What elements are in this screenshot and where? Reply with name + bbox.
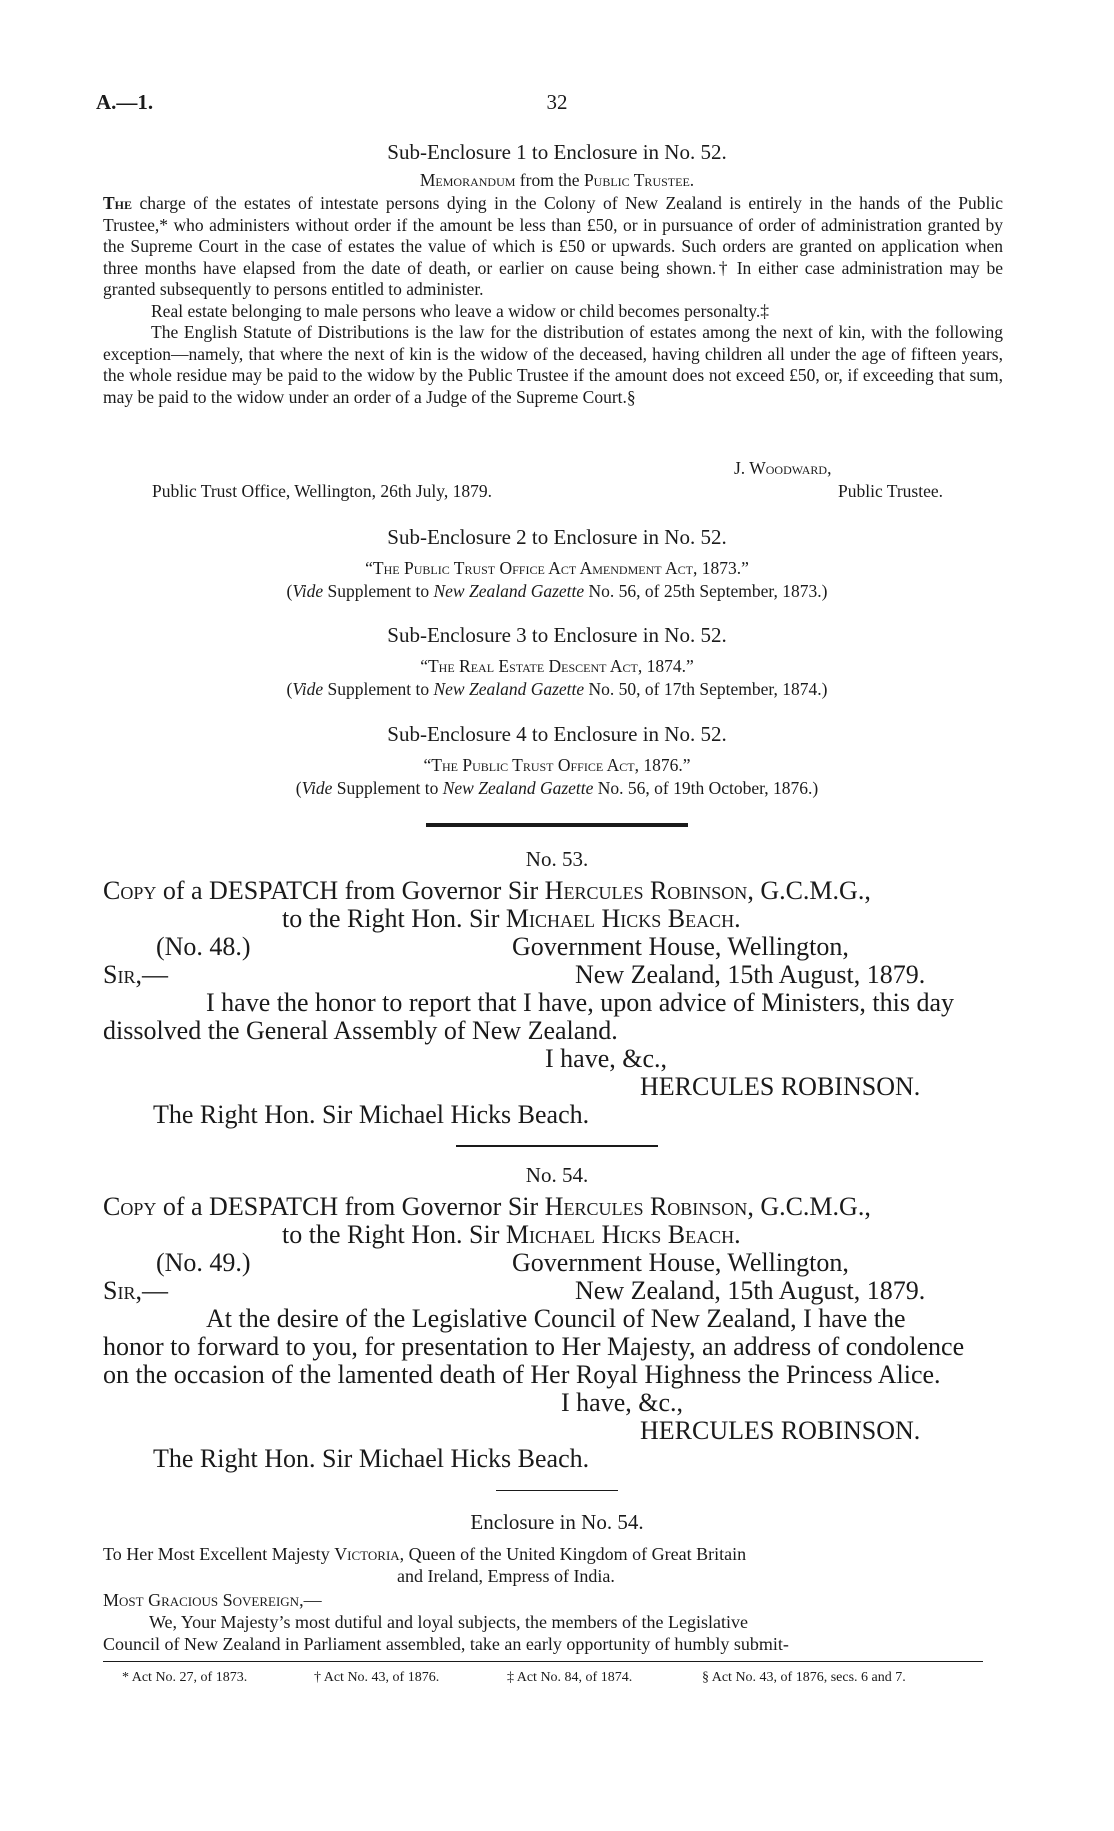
paren: ( [295,778,302,798]
footnote-1: * Act No. 27, of 1873. [122,1670,248,1685]
addressee-name: Michael Hicks Beach. [505,1220,741,1249]
to-line-text: to the Right Hon. Sir [282,904,506,933]
sub3-heading: Sub-Enclosure 3 to Enclosure in No. 52. [387,623,727,647]
sub1-subheading [0,170,1114,192]
no53-salutation: Sir,— [103,960,168,989]
gazette-title: New Zealand Gazette [433,679,585,699]
no54-copy-line [103,1192,871,1222]
no54-addressee: The Right Hon. Sir Michael Hicks Beach. [153,1444,590,1473]
governor-name: Hercules Robinson [544,876,748,905]
gazette-title: New Zealand Gazette [442,778,594,798]
enclosure54-heading: Enclosure in No. 54. [470,1510,644,1534]
enclosure54-body-line2: Council of New Zealand in Parliament assembled, take an early opportunity of humbly submit- [103,1634,789,1654]
no54-address-line1: Government House, Wellington, [512,1248,849,1277]
honours: , G.C.M.G., [747,1192,871,1221]
no53-copy-line [103,876,871,906]
ref-text: Supplement to [332,778,443,798]
sub1-place-date: Public Trust Office, Wellington, 26th July, 1879. [152,481,493,501]
ref-text: Supplement to [323,679,434,699]
monarch-name: Victoria, [334,1544,405,1564]
to-text: Queen of the United Kingdom of Great Britain [404,1544,747,1564]
ref-text: Supplement to [323,581,434,601]
section-divider [496,1490,618,1491]
no53-address-line1: Government House, Wellington, [512,932,849,961]
to-text: To Her Most Excellent Majesty [103,1544,335,1564]
sub2-heading: Sub-Enclosure 2 to Enclosure in No. 52. [387,525,727,549]
no54-body-line3: on the occasion of the lamented death of Her Royal Highness the Princess Alice. [103,1360,941,1389]
paren: ( [286,679,293,699]
sub3-act: “The Real Estate Descent Act, 1874.” [420,656,694,676]
vide-word: Vide [292,581,324,601]
governor-name: Hercules Robinson [544,1192,748,1221]
paper-number: A.—1. [96,90,154,114]
enclosure54-salutation: Most Gracious Sovereign,— [103,1590,322,1610]
honours: , G.C.M.G., [747,876,871,905]
no54-to-line [282,1220,741,1250]
page-number: 32 [546,90,568,114]
vide-word: Vide [292,679,324,699]
no54-salutation: Sir,— [103,1276,168,1305]
copy-word: Copy [103,1192,157,1221]
footnote-4: § Act No. 43, of 1876, secs. 6 and 7. [702,1670,906,1685]
no54-number: No. 54. [525,1163,589,1187]
no54-body-line2: honor to forward to you, for presentation to Her Majesty, an address of condolence [103,1332,965,1361]
no53-closing: I have, &c., [545,1044,668,1073]
enclosure54-to-line1 [103,1544,746,1566]
footnote-2: † Act No. 43, of 1876. [314,1670,440,1685]
enclosure54-to-line2: and Ireland, Empress of India. [397,1566,615,1586]
no53-addressee: The Right Hon. Sir Michael Hicks Beach. [153,1100,590,1129]
no54-signature: HERCULES ROBINSON. [640,1416,921,1445]
no54-closing: I have, &c., [561,1388,684,1417]
sub1-paragraph-1 [103,193,1003,301]
enclosure54-body-line1: We, Your Majesty’s most dutiful and loyal subjects, the members of the Legislative [149,1612,748,1632]
paren: ( [286,581,293,601]
memorandum-label: Memorandum [419,170,516,190]
public-trustee-label: Public Trustee. [583,170,695,190]
sub3-reference [0,679,1114,701]
paragraph-text: The English Statute of Distributions is the law for the distribution of estates among the next of kin, with the following exception—namely, that where the next of kin is the widow of the deceased, having children all under the age of fifteen years, the whole residue may be paid to the widow by the Public Trustee if the amount does not exceed £50, or, if exceeding that sum, may be paid to the widow under an order of a Judge of the Supreme Court.§ [103,322,1003,407]
addressee-name: Michael Hicks Beach. [505,904,741,933]
to-line-text: to the Right Hon. Sir [282,1220,506,1249]
no54-address-line2: New Zealand, 15th August, 1879. [575,1276,926,1305]
copy-line-text: of a DESPATCH from Governor Sir [156,876,545,905]
no53-to-line [282,904,741,934]
no54-body-line1: At the desire of the Legislative Council of New Zealand, I have the [206,1304,906,1333]
sub1-paragraph-2 [103,301,1003,323]
sub4-heading: Sub-Enclosure 4 to Enclosure in No. 52. [387,722,727,746]
gazette-title: New Zealand Gazette [433,581,585,601]
copy-line-text: of a DESPATCH from Governor Sir [156,1192,545,1221]
sub1-paragraph-3 [103,322,1003,408]
sub2-act: “The Public Trust Office Act Amendment Act, 1873.” [365,558,749,578]
no53-number: No. 53. [525,847,589,871]
lead-word: The [103,193,133,213]
no53-body-line2: dissolved the General Assembly of New Zealand. [103,1016,618,1045]
section-divider [456,1145,658,1147]
no53-signature: HERCULES ROBINSON. [640,1072,921,1101]
sub1-signer-title: Public Trustee. [838,481,944,501]
sub1-signer: J. Woodward, [734,458,832,478]
sub4-act: “The Public Trust Office Act, 1876.” [423,755,691,775]
footnote-divider [103,1661,983,1662]
sub2-reference [0,581,1114,603]
sub1-heading: Sub-Enclosure 1 to Enclosure in No. 52. [387,140,727,164]
sub1-body [103,193,1003,408]
section-divider [426,823,688,827]
from-label: from the [515,170,584,190]
sub4-reference [0,778,1114,800]
ref-text: No. 56, of 25th September, 1873.) [584,581,828,601]
footnote-3: ‡ Act No. 84, of 1874. [507,1670,633,1685]
vide-word: Vide [301,778,333,798]
no54-ref-number: (No. 49.) [156,1248,251,1277]
no53-ref-number: (No. 48.) [156,932,251,961]
copy-word: Copy [103,876,157,905]
no53-address-line2: New Zealand, 15th August, 1879. [575,960,926,989]
paragraph-text: charge of the estates of intestate persons dying in the Colony of New Zealand is entirely in the hands of the Public Trustee,* who administers without order if the amount be less than £50, or in pursuance of order of administration granted by the Supreme Court in the case of estates the value of which is £50 or upwards. Such orders are granted on application when three months have elapsed from the date of death, or earlier on cause being shown.† In either case administration may be granted subsequently to persons entitled to administer. [103,193,1003,299]
ref-text: No. 50, of 17th September, 1874.) [584,679,828,699]
no53-body-line1: I have the honor to report that I have, upon advice of Ministers, this day [206,988,955,1017]
paragraph-text: Real estate belonging to male persons who leave a widow or child becomes personalty.‡ [151,300,769,321]
ref-text: No. 56, of 19th October, 1876.) [593,778,819,798]
